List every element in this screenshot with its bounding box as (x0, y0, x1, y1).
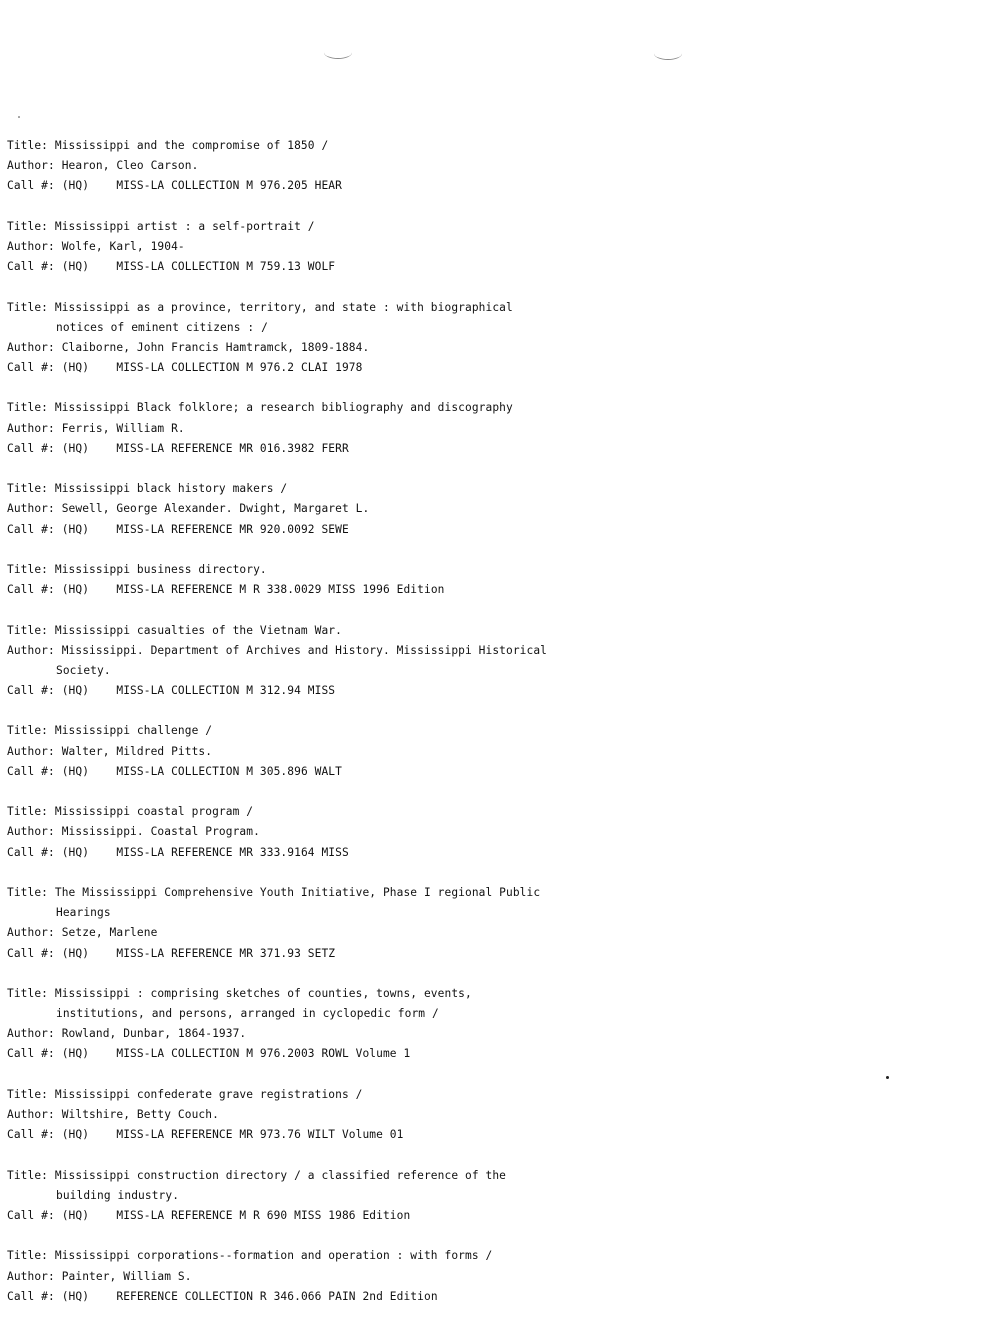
record-call-number-label: Call #: (7, 441, 55, 455)
catalog-record (7, 298, 647, 379)
record-title-value: Mississippi casualties of the Vietnam War. (54, 623, 342, 637)
record-author-label: Author: (7, 744, 55, 758)
record-call-number-label: Call #: (7, 179, 55, 193)
record-author-label: Author: (7, 825, 55, 839)
catalog-record (7, 1085, 647, 1146)
record-author-value: Sewell, George Alexander. Dwight, Margaret L. (61, 502, 370, 516)
record-call-number-label: Call #: (7, 946, 55, 960)
record-call-number (7, 944, 647, 964)
record-title (7, 883, 647, 903)
record-call-number-label: Call #: (7, 1289, 55, 1303)
record-call-number-value: (HQ) MISS-LA REFERENCE M R 338.0029 MISS 1996 Edition (61, 583, 445, 597)
record-author (7, 237, 647, 257)
record-call-number-label: Call #: (7, 684, 55, 698)
record-call-number-value: (HQ) REFERENCE COLLECTION R 346.066 PAIN 2nd Edition (61, 1289, 438, 1303)
record-title (7, 479, 647, 499)
record-call-number (7, 1206, 647, 1226)
record-author-label: Author: (7, 1108, 55, 1121)
record-title (7, 1166, 647, 1186)
record-author-label: Author: (7, 340, 55, 354)
record-title-value: Mississippi confederate grave registrations / (54, 1087, 363, 1101)
record-call-number-value: (HQ) MISS-LA REFERENCE M R 690 MISS 1986 Edition (61, 1208, 411, 1222)
record-author-value: Setze, Marlene (61, 926, 158, 940)
binder-hole-mark (654, 47, 682, 60)
record-author (7, 499, 647, 519)
record-author-value: Wolfe, Karl, 1904- (61, 239, 185, 253)
binder-hole-mark (324, 46, 352, 59)
record-title (7, 1085, 647, 1105)
record-title (7, 217, 647, 237)
record-title (7, 721, 647, 741)
record-title-value: Mississippi as a province, territory, and state : with biographical (54, 300, 513, 314)
record-title-label: Title: (7, 623, 49, 637)
record-title-value: Mississippi construction directory / a classified reference of the (54, 1168, 506, 1182)
record-author-label: Author: (7, 926, 55, 940)
record-call-number-value: (HQ) MISS-LA COLLECTION M 976.2 CLAI 1978 (61, 361, 363, 375)
record-call-number-label: Call #: (7, 764, 55, 778)
record-title-value: Mississippi challenge / (54, 724, 213, 738)
record-author (7, 156, 647, 176)
record-call-number (7, 681, 647, 701)
catalog-record (7, 802, 647, 863)
catalog-record-list (7, 136, 647, 1327)
record-author (7, 923, 647, 943)
record-call-number-value: (HQ) MISS-LA REFERENCE MR 016.3982 FERR (61, 441, 349, 455)
record-title-label: Title: (7, 562, 49, 576)
record-call-number (7, 257, 647, 277)
record-call-number-value: (HQ) MISS-LA COLLECTION M 305.896 WALT (61, 764, 342, 778)
record-call-number-value: (HQ) MISS-LA COLLECTION M 759.13 WOLF (61, 260, 336, 274)
record-title-value: Mississippi business directory. (54, 562, 267, 576)
record-call-number-label: Call #: (7, 1208, 55, 1222)
catalog-record (7, 984, 647, 1065)
catalog-record (7, 479, 647, 540)
record-call-number-value: (HQ) MISS-LA COLLECTION M 976.2003 ROWL Volume 1 (61, 1047, 411, 1061)
record-title-value: building industry. (56, 1188, 180, 1202)
record-title-value: Mississippi and the compromise of 1850 / (54, 139, 329, 152)
record-title (7, 298, 647, 318)
catalog-record (7, 217, 647, 278)
record-author (7, 641, 647, 661)
record-author-value: Wiltshire, Betty Couch. (61, 1108, 219, 1121)
record-call-number-label: Call #: (7, 361, 55, 375)
record-title-label: Title: (7, 805, 49, 819)
record-author-value: Mississippi. Department of Archives and History. Mississippi Historical (61, 643, 548, 657)
catalog-record (7, 136, 647, 197)
record-call-number-label: Call #: (7, 1047, 55, 1061)
record-title-label: Title: (7, 139, 49, 152)
record-call-number (7, 1287, 647, 1307)
record-call-number-label: Call #: (7, 1128, 55, 1142)
record-title-value: Mississippi Black folklore; a research bibliography and discography (54, 401, 513, 415)
record-call-number (7, 439, 647, 459)
record-author-value: Walter, Mildred Pitts. (61, 744, 213, 758)
record-title-value: institutions, and persons, arranged in cyclopedic form / (56, 1007, 439, 1021)
record-title-value: Hearings (56, 906, 111, 920)
record-call-number (7, 762, 647, 782)
record-title-value: The Mississippi Comprehensive Youth Initiative, Phase I regional Public (54, 885, 541, 899)
catalog-record (7, 398, 647, 459)
record-author (7, 1024, 647, 1044)
record-author (7, 1267, 647, 1287)
record-call-number-value: (HQ) MISS-LA REFERENCE MR 973.76 WILT Volume 01 (61, 1128, 404, 1142)
record-call-number-value: (HQ) MISS-LA REFERENCE MR 371.93 SETZ (61, 946, 336, 960)
record-title-value: notices of eminent citizens : / (56, 320, 268, 334)
record-author (7, 1105, 647, 1125)
record-author-label: Author: (7, 239, 55, 253)
record-title-value: Mississippi coastal program / (54, 805, 254, 819)
record-title-label: Title: (7, 724, 49, 738)
record-author-value: Claiborne, John Francis Hamtramck, 1809-1884. (61, 340, 370, 354)
record-author-value: Hearon, Cleo Carson. (61, 159, 199, 173)
record-title (7, 136, 647, 156)
record-title (7, 560, 647, 580)
record-author-value: Society. (56, 663, 111, 677)
record-author-value: Painter, William S. (61, 1269, 192, 1283)
record-call-number-value: (HQ) MISS-LA REFERENCE MR 333.9164 MISS (61, 845, 349, 859)
record-title-label: Title: (7, 482, 49, 496)
catalog-record (7, 1246, 647, 1307)
record-title-label: Title: (7, 1249, 49, 1263)
record-title-continued (7, 318, 647, 338)
record-author-value: Mississippi. Coastal Program. (61, 825, 260, 839)
record-call-number (7, 358, 647, 378)
record-author-label: Author: (7, 159, 55, 173)
record-title-continued (7, 1004, 647, 1024)
record-author-label: Author: (7, 643, 55, 657)
record-title-label: Title: (7, 885, 49, 899)
catalog-record (7, 721, 647, 782)
record-title-label: Title: (7, 1168, 49, 1182)
record-title (7, 621, 647, 641)
record-title-label: Title: (7, 986, 49, 1000)
record-call-number (7, 176, 647, 196)
record-title (7, 984, 647, 1004)
record-title-value: Mississippi black history makers / (54, 482, 288, 496)
record-title (7, 802, 647, 822)
record-title (7, 398, 647, 418)
record-author (7, 742, 647, 762)
catalog-record (7, 560, 647, 600)
record-title (7, 1246, 647, 1266)
record-title-label: Title: (7, 300, 49, 314)
record-call-number-value: (HQ) MISS-LA COLLECTION M 976.205 HEAR (61, 179, 342, 193)
scan-speck (18, 116, 20, 118)
record-call-number-value: (HQ) MISS-LA COLLECTION M 312.94 MISS (61, 684, 336, 698)
record-title-continued (7, 1186, 647, 1206)
record-call-number (7, 520, 647, 540)
record-author-label: Author: (7, 502, 55, 516)
record-call-number (7, 1125, 647, 1145)
record-title-continued (7, 903, 647, 923)
catalog-record (7, 883, 647, 964)
record-call-number-value: (HQ) MISS-LA REFERENCE MR 920.0092 SEWE (61, 522, 349, 536)
record-author-value: Ferris, William R. (61, 421, 185, 435)
record-call-number-label: Call #: (7, 583, 55, 597)
catalog-record (7, 621, 647, 702)
record-call-number-label: Call #: (7, 522, 55, 536)
record-author-continued (7, 661, 647, 681)
record-call-number-label: Call #: (7, 845, 55, 859)
record-title-label: Title: (7, 1087, 49, 1101)
record-author (7, 822, 647, 842)
record-title-label: Title: (7, 219, 49, 233)
record-author-label: Author: (7, 1027, 55, 1041)
record-author (7, 419, 647, 439)
record-author (7, 338, 647, 358)
scan-speck (886, 1076, 889, 1079)
record-title-value: Mississippi corporations--formation and operation : with forms / (54, 1249, 493, 1263)
record-author-label: Author: (7, 421, 55, 435)
catalog-record (7, 1166, 647, 1227)
record-title-label: Title: (7, 401, 49, 415)
record-title-value: Mississippi : comprising sketches of counties, towns, events, (54, 986, 472, 1000)
record-author-value: Rowland, Dunbar, 1864-1937. (61, 1027, 247, 1041)
record-call-number (7, 1044, 647, 1064)
record-author-label: Author: (7, 1269, 55, 1283)
record-title-value: Mississippi artist : a self-portrait / (54, 219, 315, 233)
record-call-number-label: Call #: (7, 260, 55, 274)
record-call-number (7, 580, 647, 600)
record-call-number (7, 843, 647, 863)
